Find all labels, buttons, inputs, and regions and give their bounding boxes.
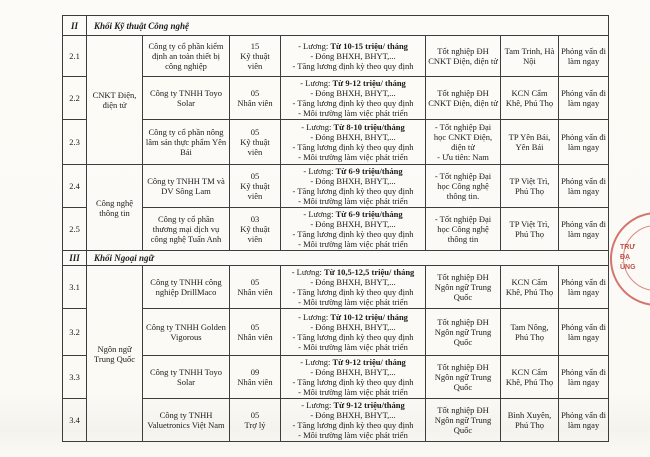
quantity-value: 09 [250,367,260,377]
quantity-value: 05 [250,171,260,181]
position-label: Kỹ thuật viên [240,51,270,71]
salary-line: - Lương: Từ 8-10 triệu/tháng [301,122,405,132]
category-cell: Ngôn ngữ Trung Quốc [87,266,143,442]
benefit-line: - Tăng lương định kỳ theo quy định [292,186,414,196]
position-label: Trợ lý [244,420,266,430]
location-cell: TP Yên Bái, Yên Bái [501,120,559,165]
benefit-line: - Tăng lương định kỳ theo quy định [292,229,414,239]
table-row [63,309,609,356]
company-cell: Công ty cổ phần nông lâm sản thực phẩm Yên Bái [143,120,230,165]
requirement-line: - Ưu tiên: Nam [437,152,489,162]
row-number: 2.1 [63,36,87,77]
requirement-cell: Tốt nghiệp ĐH Ngôn ngữ Trung Quốc [426,266,501,309]
quantity-value: 05 [250,410,260,420]
table-row [63,356,609,399]
row-number: 2.5 [63,208,87,251]
row-number: 3.2 [63,309,87,356]
location-cell: TP Việt Trì, Phú Thọ [501,208,559,251]
row-number: 3.4 [63,399,87,442]
requirement-cell: Tốt nghiệp ĐH Ngôn ngữ Trung Quốc [426,309,501,356]
row-number: 2.4 [63,165,87,208]
stamp-text-fragment: ĐẠ [620,254,631,261]
table-row [63,399,609,442]
section-row-iii [63,251,609,266]
category-cell: CNKT Điện, điện tử [87,36,143,165]
company-cell: Công ty TNHH Golden Vigorous [143,309,230,356]
salary-cell [281,208,426,251]
company-cell: Công ty cổ phần thương mại dịch vụ công nghệ Tuấn Anh [143,208,230,251]
benefit-line: - Tăng lương định kỳ theo quy định [292,98,414,108]
row-number: 3.3 [63,356,87,399]
quantity-value: 05 [250,127,260,137]
quantity-cell [230,356,281,399]
stamp-text-fragment: ÙNG [620,264,636,271]
quantity-value: 03 [250,214,260,224]
quantity-cell [230,208,281,251]
salary-line: - Lương: Từ 9-12 triệu/ tháng [300,78,406,88]
benefit-line: - Môi trường làm việc phát triển [298,196,408,206]
location-cell: TP Việt Trì, Phú Thọ [501,165,559,208]
location-cell: KCN Cẩm Khê, Phú Thọ [501,77,559,120]
salary-line: - Lương: Từ 10-12 triệu/ tháng [298,312,408,322]
requirement-cell [426,120,501,165]
job-listing-table [62,15,609,442]
contact-cell: Phỏng vấn đi làm ngay [559,165,609,208]
benefit-line: - Đóng BHXH, BHYT,... [310,176,396,186]
contact-cell: Phỏng vấn đi làm ngay [559,356,609,399]
salary-line: - Lương: Từ 9-12 triệu/tháng [301,400,405,410]
salary-line: - Lương: Từ 6-9 triệu/tháng [303,209,403,219]
quantity-cell [230,399,281,442]
benefit-line: - Tăng lương định kỳ theo quy định [292,287,414,297]
row-number: 2.3 [63,120,87,165]
quantity-cell [230,77,281,120]
requirement-cell: Tốt nghiệp ĐH Ngôn ngữ Trung Quốc [426,356,501,399]
requirement-cell: Tốt nghiệp ĐH CNKT Điện, điện tử [426,36,501,77]
section-row-ii [63,16,609,36]
benefit-line: - Môi trường làm việc phát triển [298,387,408,397]
salary-line: - Lương: Từ 10,5-12,5 triệu/ tháng [291,267,415,277]
contact-cell: Phỏng vấn đi làm ngay [559,208,609,251]
contact-cell: Phỏng vấn đi làm ngay [559,36,609,77]
position-label: Nhân viên [237,98,273,108]
contact-cell: Phỏng vấn đi làm ngay [559,120,609,165]
requirement-line: - Tốt nghiệp Đại học CNKT Điện, điện tử [433,122,493,152]
salary-cell [281,120,426,165]
contact-cell: Phỏng vấn đi làm ngay [559,266,609,309]
salary-cell [281,266,426,309]
position-label: Kỹ thuật viên [240,137,270,157]
location-cell: Bình Xuyên, Phú Thọ [501,399,559,442]
company-cell: Công ty cổ phần kiểm định an toàn thiết bị công nghiệp [143,36,230,77]
benefit-line: - Tăng lương định kỳ theo quy định [292,142,414,152]
benefit-line: - Đóng BHXH, BHYT,... [310,51,396,61]
stamp-outer-ring-icon [610,212,650,306]
benefit-line: - Tăng lương định kỳ theo quy định [292,61,414,71]
requirement-cell: Tốt nghiệp ĐH Ngôn ngữ Trung Quốc [426,399,501,442]
salary-cell [281,77,426,120]
table-row [63,266,609,309]
stamp-inner-ring-icon [623,225,650,291]
benefit-line: - Môi trường làm việc phát triển [298,108,408,118]
table-row [63,208,609,251]
table-row [63,120,609,165]
salary-line: - Lương: Từ 6-9 triệu/tháng [303,166,403,176]
row-number: 3.1 [63,266,87,309]
contact-cell: Phỏng vấn đi làm ngay [559,399,609,442]
position-label: Nhân viên [237,287,273,297]
benefit-line: - Tăng lương định kỳ theo quy định [292,420,414,430]
company-cell: Công ty TNHH Toyo Solar [143,356,230,399]
salary-cell [281,356,426,399]
quantity-cell [230,165,281,208]
salary-cell [281,36,426,77]
benefit-line: - Môi trường làm việc phát triển [298,152,408,162]
quantity-value: 05 [250,277,260,287]
position-label: Nhân viên [237,377,273,387]
quantity-cell [230,309,281,356]
salary-line: - Lương: Từ 10-15 triệu/ tháng [298,41,408,51]
company-cell: Công ty TNHH TM và DV Sông Lam [143,165,230,208]
benefit-line: - Đóng BHXH, BHYT,... [310,219,396,229]
contact-cell: Phỏng vấn đi làm ngay [559,77,609,120]
section-number: II [63,16,87,36]
quantity-cell [230,120,281,165]
stamp-text-fragment: TRƯ [620,244,636,251]
benefit-line: - Môi trường làm việc phát triển [298,239,408,249]
company-cell: Công ty TNHH Valuetronics Việt Nam [143,399,230,442]
requirement-cell: Tốt nghiệp ĐH CNKT Điện, điện tử [426,77,501,120]
section-number: III [63,251,87,266]
location-cell: Tam Nông, Phú Thọ [501,309,559,356]
quantity-value: 05 [250,88,260,98]
table-row [63,36,609,77]
salary-cell [281,399,426,442]
company-cell: Công ty TNHH công nghiệp DrillMaco [143,266,230,309]
location-cell: Tam Trinh, Hà Nội [501,36,559,77]
benefit-line: - Môi trường làm việc phát triển [298,342,408,352]
benefit-line: - Tăng lương định kỳ theo quy định [292,332,414,342]
salary-cell [281,309,426,356]
benefit-line: - Đóng BHXH, BHYT,... [310,277,396,287]
benefit-line: - Đóng BHXH, BHYT,... [310,88,396,98]
benefit-line: - Môi trường làm việc phát triển [298,430,408,440]
quantity-cell [230,266,281,309]
benefit-line: - Đóng BHXH, BHYT,... [310,322,396,332]
benefit-line: - Tăng lương định kỳ theo quy định [292,377,414,387]
location-cell: KCN Cẩm Khê, Phú Thọ [501,266,559,309]
position-label: Nhân viên [237,332,273,342]
quantity-value: 15 [250,41,260,51]
row-number: 2.2 [63,77,87,120]
quantity-value: 05 [250,322,260,332]
position-label: Kỹ thuật viên [240,224,270,244]
benefit-line: - Đóng BHXH, BHYT,... [310,410,396,420]
contact-cell: Phỏng vấn đi làm ngay [559,309,609,356]
table-row [63,165,609,208]
salary-line: - Lương: Từ 9-12 triệu/ tháng [300,357,406,367]
section-title: Khối Kỹ thuật Công nghệ [87,16,609,36]
benefit-line: - Môi trường làm việc phát triển [298,297,408,307]
requirement-cell: - Tốt nghiệp Đại học Công nghệ thông tin. [426,165,501,208]
benefit-line: - Đóng BHXH, BHYT,... [310,132,396,142]
salary-cell [281,165,426,208]
table-row [63,77,609,120]
benefit-line: - Đóng BHXH, BHYT,... [310,367,396,377]
requirement-cell: - Tốt nghiệp Đại học Công nghệ thông tin [426,208,501,251]
section-title: Khối Ngoại ngữ [87,251,609,266]
location-cell: KCN Cẩm Khê, Phú Thọ [501,356,559,399]
position-label: Kỹ thuật viên [240,181,270,201]
company-cell: Công ty TNHH Toyo Solar [143,77,230,120]
quantity-cell [230,36,281,77]
category-cell: Công nghệ thông tin [87,165,143,251]
